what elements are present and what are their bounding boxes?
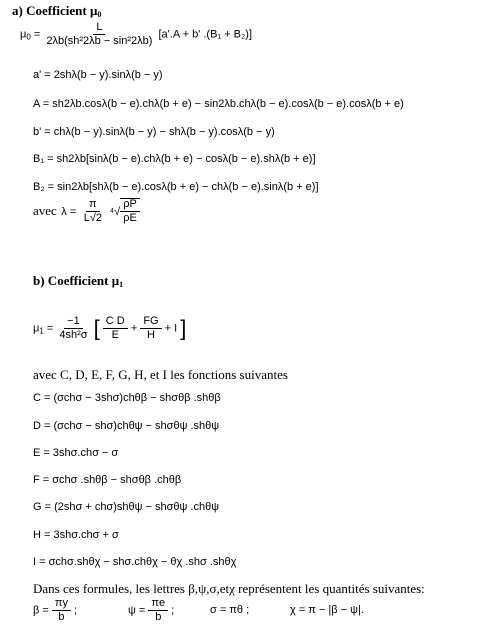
mu1-symbol: μ bbox=[33, 322, 40, 335]
a-prime-equation: a' = 2shλ(b − y).sinλ(b − y) bbox=[33, 69, 163, 81]
section-a-title-sub: 0 bbox=[97, 10, 102, 19]
mu0-formula bbox=[20, 22, 252, 47]
psi-fraction bbox=[148, 598, 168, 623]
functions-intro: avec C, D, E, F, G, H, et I les fonctions suivantes bbox=[33, 367, 288, 382]
mu1-open-bracket: [ bbox=[93, 315, 100, 341]
lambda-prefix: avec bbox=[33, 203, 57, 219]
section-a-title bbox=[12, 3, 101, 19]
mu0-denominator: 2λb(sh²2λb − sin²2λb) bbox=[46, 35, 153, 47]
lambda-denominator: L√2 bbox=[83, 211, 102, 224]
letters-note: Dans ces formules, les lettres β,ψ,σ,etχ représentent les quantités suivantes: bbox=[33, 581, 425, 596]
mu1-close-bracket: ] bbox=[180, 315, 187, 341]
mu1-term2-numerator: FG bbox=[140, 316, 161, 329]
psi-separator: ; bbox=[171, 604, 175, 617]
mu0-bracket-term: [a'.A + b' .(B₁ + B₂)] bbox=[158, 28, 252, 41]
mu1-sub: 1 bbox=[39, 326, 44, 336]
section-b-title bbox=[33, 273, 123, 289]
mu0-fraction bbox=[43, 22, 155, 47]
E-equation: E = 3shσ.chσ − σ bbox=[33, 447, 119, 459]
lambda-lhs: λ = bbox=[61, 206, 77, 219]
mu1-term1-denominator: E bbox=[111, 329, 119, 341]
lambda-root-numerator: ρP bbox=[120, 199, 140, 212]
psi-lhs: ψ = bbox=[128, 604, 146, 617]
mu0-equals: = bbox=[33, 28, 41, 41]
psi-numerator: πe bbox=[148, 598, 168, 611]
beta-numerator: πy bbox=[52, 598, 71, 611]
B1-equation: B₁ = sh2λb[sinλ(b − e).chλ(b + e) − cosλ(b − e).shλ(b + e)] bbox=[33, 153, 316, 165]
G-equation: G = (2shσ + chσ)shθψ − shσθψ .chθψ bbox=[33, 501, 220, 513]
psi-denominator: b bbox=[155, 611, 162, 623]
section-a-title-text: a) Coefficient μ bbox=[12, 3, 98, 18]
F-equation: F = σchσ .shθβ − shσθβ .chθβ bbox=[33, 474, 182, 486]
H-equation: H = 3shσ.chσ + σ bbox=[33, 529, 119, 541]
lambda-root-denominator: ρE bbox=[123, 212, 137, 224]
lambda-fraction bbox=[81, 199, 105, 224]
mu1-equals: = bbox=[46, 322, 54, 335]
lambda-definition bbox=[33, 198, 140, 224]
sigma-definition: σ = πθ ; bbox=[210, 604, 250, 616]
I-equation: I = σchσ.shθχ − shσ.chθχ − θχ .shσ .shθχ bbox=[33, 556, 237, 568]
section-b-title-text: b) Coefficient μ bbox=[33, 273, 120, 288]
mu0-symbol: μ bbox=[20, 28, 27, 41]
mu1-formula bbox=[33, 316, 186, 341]
beta-fraction bbox=[52, 598, 71, 623]
psi-definition bbox=[128, 598, 174, 623]
mu1-plus: + bbox=[130, 322, 138, 335]
D-equation: D = (σchσ − shσ)chθψ − shσθψ .shθψ bbox=[33, 420, 220, 432]
beta-lhs: β = bbox=[33, 604, 49, 617]
mu1-term2 bbox=[140, 316, 161, 341]
b-prime-equation: b' = chλ(b − y).sinλ(b − y) − shλ(b − y).cosλ(b − y) bbox=[33, 126, 275, 138]
lambda-numerator: π bbox=[86, 199, 100, 212]
lambda-root-sign: ⁴√ bbox=[109, 206, 121, 219]
chi-definition: χ = π − |β − ψ|. bbox=[290, 604, 364, 616]
A-equation: A = sh2λb.cosλ(b − e).chλ(b + e) − sin2λb.chλ(b − e).cosλ(b − e).cosλ(b + e) bbox=[33, 98, 404, 110]
mu0-numerator: L bbox=[93, 22, 105, 35]
mu1-term1-numerator: C D bbox=[103, 316, 128, 329]
beta-denominator: b bbox=[58, 611, 65, 623]
B2-equation: B₂ = sin2λb[shλ(b − e).cosλ(b + e) − chλ(b − e).sinλ(b + e)] bbox=[33, 181, 319, 193]
mu1-denominator: 4sh²σ bbox=[59, 329, 88, 341]
mu1-term1 bbox=[103, 316, 128, 341]
mu1-plus-i: + I bbox=[164, 322, 178, 335]
mu0-sub: 0 bbox=[26, 32, 31, 42]
C-equation: C = (σchσ − 3shσ)chθβ − shσθβ .shθβ bbox=[33, 392, 221, 404]
lambda-root-fraction bbox=[120, 198, 140, 224]
mu1-numerator: −1 bbox=[64, 316, 83, 329]
mu1-term2-denominator: H bbox=[146, 329, 155, 341]
beta-separator: ; bbox=[74, 604, 78, 617]
mu1-fraction bbox=[56, 316, 90, 341]
beta-definition bbox=[33, 598, 77, 623]
section-b-title-sub: 1 bbox=[119, 280, 124, 289]
